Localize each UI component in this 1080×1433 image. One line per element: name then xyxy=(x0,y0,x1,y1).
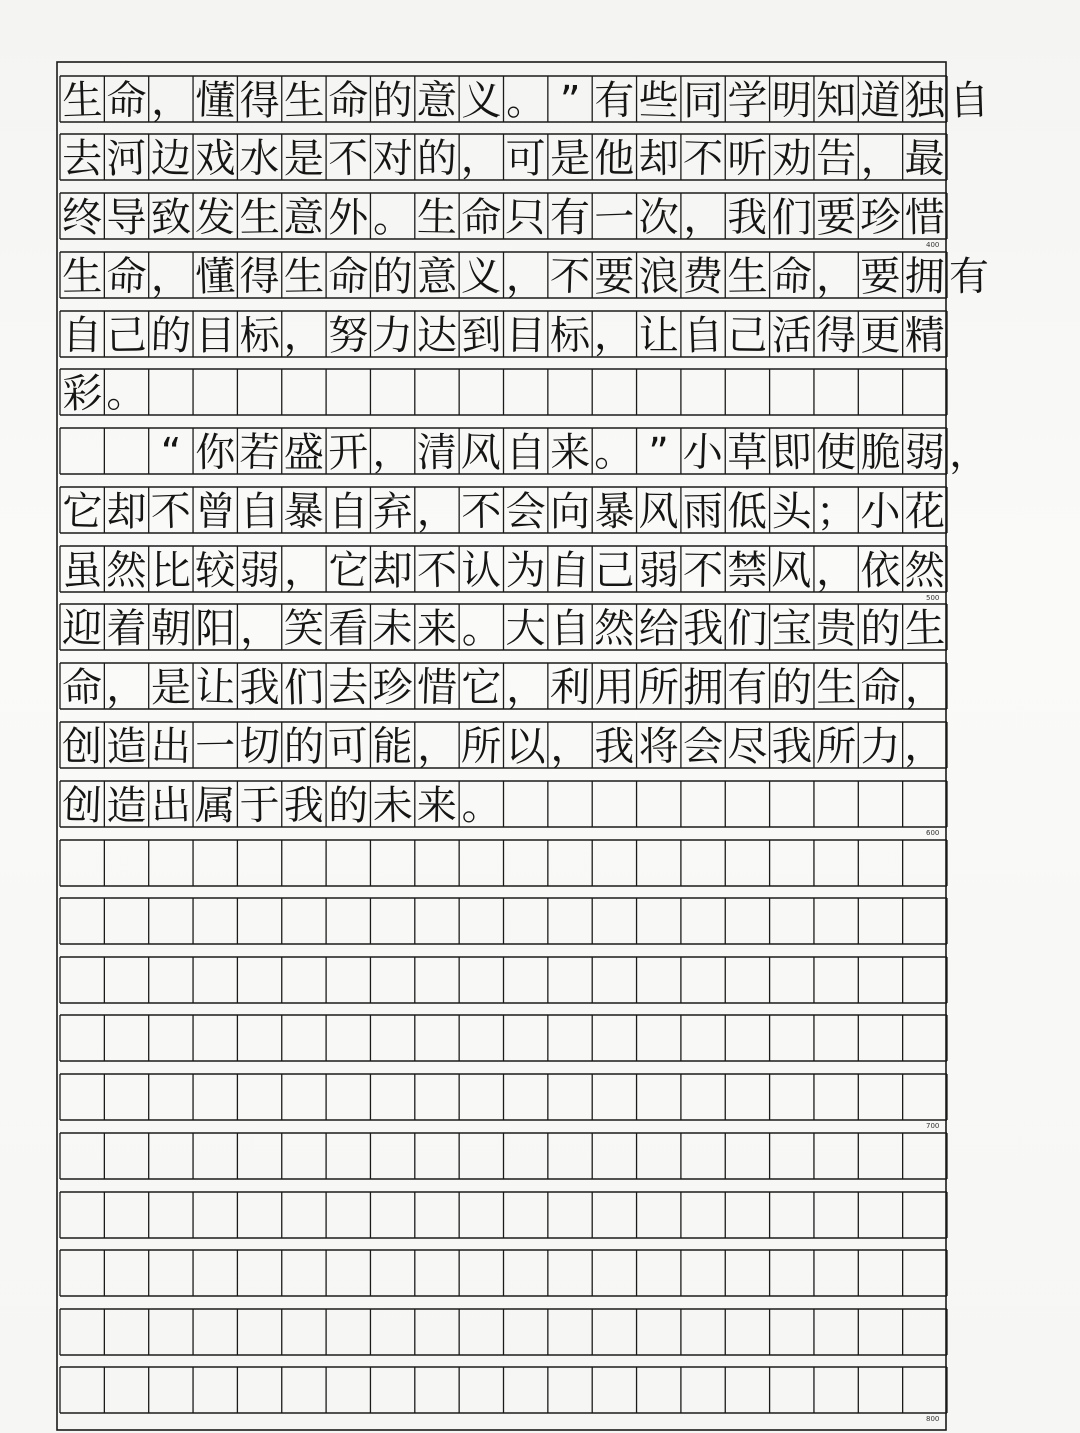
handwritten-char: 它 xyxy=(461,665,502,711)
handwritten-char: 。 xyxy=(460,782,502,830)
handwritten-char: 致 xyxy=(150,194,192,242)
grid-row xyxy=(60,840,947,886)
handwritten-char: ， xyxy=(504,664,547,712)
handwritten-char: 不 xyxy=(416,547,458,595)
handwritten-char: 比 xyxy=(150,548,191,594)
handwritten-char: 风 xyxy=(460,429,503,477)
handwritten-char: ； xyxy=(815,488,857,536)
word-count-marker: 400 xyxy=(926,241,940,249)
handwritten-char: 导 xyxy=(106,195,147,241)
grid-row xyxy=(60,546,947,595)
handwritten-char: 却 xyxy=(638,135,680,183)
handwritten-char: 河 xyxy=(105,135,148,183)
handwritten-char: 弱 xyxy=(239,547,280,595)
handwritten-char: 命 xyxy=(460,194,502,242)
handwritten-char: 。 xyxy=(593,429,635,477)
word-count-marker: 500 xyxy=(926,594,940,602)
handwritten-char: 一 xyxy=(593,194,636,242)
handwritten-char: 会 xyxy=(504,488,547,536)
grid-row xyxy=(60,1074,947,1120)
handwritten-char: 能 xyxy=(372,723,413,771)
handwritten-char: 出 xyxy=(150,723,192,771)
handwritten-char: ， xyxy=(150,254,191,300)
handwritten-char: 不 xyxy=(682,547,724,595)
handwritten-char: 目 xyxy=(195,313,236,359)
handwritten-char: 为 xyxy=(505,547,547,595)
handwritten-char: 你 xyxy=(194,429,236,477)
handwritten-char: 的 xyxy=(372,254,413,300)
handwritten-char: 我 xyxy=(726,194,769,242)
handwritten-char: 命 xyxy=(327,253,369,301)
handwritten-char: 认 xyxy=(460,547,502,595)
handwritten-char: 宝 xyxy=(771,605,813,653)
handwritten-char: 自 xyxy=(505,430,546,476)
grid-row xyxy=(60,1192,947,1238)
handwritten-char: 的 xyxy=(372,77,414,125)
handwritten-char: ， xyxy=(593,312,636,360)
grid-row xyxy=(60,252,947,301)
handwritten-char: 意 xyxy=(416,253,458,301)
handwritten-char: 虽 xyxy=(61,547,103,595)
handwritten-char: 笑 xyxy=(283,605,325,653)
handwritten-char: 雨 xyxy=(682,488,724,536)
handwritten-char: 们 xyxy=(771,195,812,241)
handwritten-char: 小 xyxy=(682,429,724,477)
handwritten-char: 道 xyxy=(859,77,902,125)
handwritten-char: 边 xyxy=(150,135,192,183)
handwritten-char: 标 xyxy=(549,312,591,360)
handwritten-char: 精 xyxy=(904,312,946,360)
handwritten-char: 次 xyxy=(638,194,680,242)
handwritten-char: 可 xyxy=(505,136,546,182)
handwritten-char: 水 xyxy=(238,135,281,183)
handwritten-char: 所 xyxy=(460,723,503,771)
handwritten-char: 有 xyxy=(948,253,990,301)
handwritten-char: 弱 xyxy=(638,547,680,595)
handwritten-char: 小 xyxy=(860,488,901,536)
handwritten-char: 来 xyxy=(549,429,591,477)
handwritten-char: 义 xyxy=(461,78,502,124)
handwritten-char: 属 xyxy=(194,782,236,830)
handwritten-char: 不 xyxy=(549,253,591,301)
handwritten-char: 来 xyxy=(416,606,457,652)
handwritten-char: 会 xyxy=(682,723,724,771)
handwritten-char: 己 xyxy=(594,548,635,594)
handwritten-char: 有 xyxy=(594,77,635,125)
handwritten-char: 。 xyxy=(106,370,147,418)
handwritten-char: 惜 xyxy=(904,194,946,242)
handwritten-char: 我 xyxy=(682,605,724,653)
handwritten-char: 的 xyxy=(150,312,192,360)
handwritten-char: 创 xyxy=(62,724,103,770)
handwritten-char: 的 xyxy=(283,724,324,770)
grid-row xyxy=(60,134,947,183)
handwritten-char: 自 xyxy=(948,77,991,125)
handwritten-char: 即 xyxy=(771,429,813,477)
handwritten-char: 利 xyxy=(549,664,591,712)
handwritten-char: 命 xyxy=(327,77,369,125)
handwritten-char: 盛 xyxy=(283,430,324,476)
handwritten-char: 清 xyxy=(416,429,458,477)
grid-row xyxy=(60,76,947,125)
grid-row xyxy=(60,1367,947,1413)
handwritten-char: 我 xyxy=(283,782,325,830)
handwritten-char: 暴 xyxy=(283,488,325,536)
handwritten-char: 给 xyxy=(638,606,679,652)
handwritten-char: ， xyxy=(238,605,281,653)
handwritten-char: 的 xyxy=(771,664,813,712)
handwritten-char: 义 xyxy=(460,253,502,301)
handwritten-char: 自 xyxy=(549,605,591,653)
handwritten-char: 花 xyxy=(904,488,946,536)
handwritten-char: 贵 xyxy=(815,605,857,653)
handwritten-char: 生 xyxy=(283,77,325,125)
handwritten-char: 出 xyxy=(150,782,192,830)
handwritten-char: 脆 xyxy=(860,429,901,477)
handwritten-char: 让 xyxy=(638,313,679,359)
handwritten-char: 不 xyxy=(327,135,370,183)
handwritten-char: 它 xyxy=(327,547,369,595)
handwritten-char: 迎 xyxy=(61,605,103,653)
handwritten-char: ， xyxy=(505,253,547,301)
handwritten-char: 得 xyxy=(815,312,857,360)
word-count-marker: 800 xyxy=(926,1415,940,1423)
handwritten-char: 来 xyxy=(416,782,458,830)
handwritten-char: 意 xyxy=(283,194,325,242)
handwritten-char: ” xyxy=(647,429,670,477)
handwritten-char: 懂 xyxy=(194,77,236,125)
handwritten-char: 更 xyxy=(860,313,901,359)
grid-row xyxy=(60,1309,947,1355)
handwritten-char: ， xyxy=(903,723,946,771)
handwritten-char: 发 xyxy=(194,194,236,242)
handwritten-char: ， xyxy=(416,723,458,771)
handwritten-char: 使 xyxy=(815,429,857,477)
handwritten-char: 未 xyxy=(371,782,414,830)
handwritten-char: 生 xyxy=(815,664,857,712)
word-count-marker: 700 xyxy=(926,1122,940,1130)
grid-row xyxy=(60,428,947,477)
grid-row xyxy=(60,1015,947,1061)
grid-row xyxy=(60,898,947,944)
handwritten-char: ， xyxy=(416,488,458,536)
handwritten-char: 自 xyxy=(328,489,369,535)
handwritten-char: 禁 xyxy=(727,547,768,595)
handwritten-char: 曾 xyxy=(194,488,236,536)
handwritten-char: 目 xyxy=(505,312,547,360)
handwritten-char: 暴 xyxy=(593,488,636,536)
handwritten-char: 知 xyxy=(815,77,857,125)
handwritten-char: ， xyxy=(682,194,724,242)
handwritten-char: 用 xyxy=(594,664,635,712)
handwritten-char: 拥 xyxy=(683,665,724,711)
handwritten-char: 然 xyxy=(593,605,636,653)
handwritten-char: 终 xyxy=(61,194,103,242)
handwritten-char: 朝 xyxy=(150,605,192,653)
handwritten-char: 让 xyxy=(194,664,236,712)
handwritten-char: 彩 xyxy=(61,370,104,418)
handwritten-char: 告 xyxy=(815,135,857,183)
handwritten-char: 低 xyxy=(726,488,769,536)
handwritten-char: 戏 xyxy=(194,135,236,183)
handwritten-char: 最 xyxy=(903,135,946,183)
handwritten-char: 依 xyxy=(859,547,902,595)
handwritten-char: 我 xyxy=(593,723,635,771)
handwritten-char: 自 xyxy=(61,312,103,360)
grid-row xyxy=(60,957,947,1003)
handwritten-char: 力 xyxy=(371,312,414,360)
handwritten-char: 未 xyxy=(371,605,414,653)
handwritten-char: 浪 xyxy=(638,253,680,301)
handwritten-char: 较 xyxy=(194,547,237,595)
handwritten-char: 要 xyxy=(594,254,635,300)
handwritten-char: 不 xyxy=(150,488,192,536)
handwritten-char: 己 xyxy=(106,312,147,360)
grid-row xyxy=(60,1133,947,1179)
handwritten-char: 却 xyxy=(372,548,413,594)
handwritten-char: 命 xyxy=(105,253,148,301)
handwritten-char: 生 xyxy=(61,77,104,125)
handwritten-char: 然 xyxy=(904,547,946,595)
grid-row xyxy=(60,781,947,830)
handwritten-char: 然 xyxy=(105,547,148,595)
handwritten-char: ， xyxy=(106,664,147,712)
handwritten-char: 费 xyxy=(682,253,724,301)
handwritten-char: 达 xyxy=(416,313,457,359)
handwritten-char: 风 xyxy=(770,547,813,595)
handwritten-char: 对 xyxy=(372,135,413,183)
handwritten-char: 活 xyxy=(771,312,813,360)
handwritten-char: 自 xyxy=(682,312,724,360)
handwritten-char: 得 xyxy=(239,253,280,301)
handwritten-char: 们 xyxy=(726,605,768,653)
handwritten-char: 。 xyxy=(371,194,414,242)
handwritten-char: 命 xyxy=(770,253,813,301)
handwritten-char: 努 xyxy=(327,312,369,360)
handwritten-char: 命 xyxy=(106,77,147,125)
handwritten-char: 生 xyxy=(727,253,768,301)
handwritten-char: 生 xyxy=(61,253,103,301)
handwritten-char: 风 xyxy=(638,488,680,536)
handwritten-char: 弃 xyxy=(371,488,414,536)
handwritten-char: 却 xyxy=(106,489,147,535)
handwritten-char: 生 xyxy=(904,605,946,653)
handwritten-char: 要 xyxy=(815,194,857,242)
word-count-marker: 600 xyxy=(926,829,940,837)
handwritten-char: 自 xyxy=(549,547,591,595)
handwritten-char: ， xyxy=(816,548,857,594)
handwritten-char: 的 xyxy=(860,606,901,652)
grid-row xyxy=(60,1250,947,1296)
handwritten-char: 意 xyxy=(416,77,458,125)
handwritten-char: “ xyxy=(160,429,182,477)
handwritten-char: 学 xyxy=(726,77,769,125)
handwritten-char: 头 xyxy=(771,489,812,535)
handwritten-char: 明 xyxy=(771,77,813,125)
handwritten-char: 些 xyxy=(637,77,680,125)
handwriting xyxy=(61,77,990,829)
handwritten-char: 阳 xyxy=(195,606,236,652)
handwritten-char: 只 xyxy=(504,194,547,242)
grid-row xyxy=(60,604,947,653)
handwritten-char: 的 xyxy=(328,783,369,829)
handwritten-char: 。 xyxy=(504,77,547,125)
grid-row xyxy=(60,663,947,712)
handwritten-char: 尽 xyxy=(727,724,768,770)
handwritten-char: 生 xyxy=(283,253,325,301)
handwritten-char: 可 xyxy=(327,723,370,771)
handwritten-char: 自 xyxy=(239,488,281,536)
handwritten-char: ， xyxy=(860,135,901,183)
grid-row xyxy=(60,369,947,418)
handwritten-char: ， xyxy=(460,135,503,183)
handwritten-char: 他 xyxy=(593,135,635,183)
handwritten-char: 不 xyxy=(682,135,724,183)
handwritten-char: 去 xyxy=(62,136,103,182)
handwritten-char: 力 xyxy=(860,723,901,771)
handwritten-char: 去 xyxy=(327,664,369,712)
handwritten-char: ， xyxy=(816,254,857,300)
handwritten-char: 的 xyxy=(416,135,458,183)
handwritten-char: 有 xyxy=(550,195,591,241)
grid-row xyxy=(60,722,947,771)
handwritten-char: 造 xyxy=(105,723,148,771)
handwritten-char: 独 xyxy=(904,78,945,124)
handwritten-char: ， xyxy=(283,312,325,360)
handwritten-char: 劝 xyxy=(771,135,813,183)
handwritten-char: 造 xyxy=(106,783,147,829)
handwritten-char: 命 xyxy=(61,664,104,712)
grid-row xyxy=(60,193,947,242)
handwritten-char: 所 xyxy=(637,664,680,712)
handwritten-char: 珍 xyxy=(372,664,414,712)
handwritten-char: 懂 xyxy=(194,253,237,301)
handwritten-char: 所 xyxy=(815,723,857,771)
handwritten-char: 看 xyxy=(327,605,369,653)
handwritten-char: 若 xyxy=(238,429,281,477)
handwritten-char: 它 xyxy=(61,488,103,536)
handwritten-char: 大 xyxy=(505,605,547,653)
handwritten-char: ， xyxy=(372,429,413,477)
handwritten-char: 不 xyxy=(460,488,502,536)
handwritten-char: 得 xyxy=(239,78,280,124)
handwritten-char: 惜 xyxy=(416,664,458,712)
handwritten-char: 同 xyxy=(683,78,724,124)
handwritten-char: 我 xyxy=(239,665,280,711)
handwritten-char: 有 xyxy=(726,664,769,712)
handwritten-char: 以 xyxy=(505,724,546,770)
handwritten-char: 珍 xyxy=(860,194,901,242)
handwritten-char: 们 xyxy=(283,664,325,712)
handwritten-char: 切 xyxy=(238,723,281,771)
handwritten-char: ， xyxy=(949,430,990,476)
handwritten-char: 听 xyxy=(727,136,768,182)
handwritten-char: 外 xyxy=(328,195,369,241)
handwritten-char: 我 xyxy=(771,723,813,771)
handwritten-char: 将 xyxy=(638,723,680,771)
handwritten-char: 弱 xyxy=(903,429,946,477)
handwritten-char: 开 xyxy=(327,429,370,477)
handwritten-char: ， xyxy=(904,665,945,711)
handwritten-char: ” xyxy=(559,77,581,125)
handwritten-char: ， xyxy=(549,723,591,771)
handwritten-char: 到 xyxy=(460,312,503,360)
handwritten-char: 是 xyxy=(150,664,192,712)
handwritten-char: 是 xyxy=(549,135,591,183)
handwritten-char: 生 xyxy=(416,194,458,242)
handwritten-char: 。 xyxy=(460,605,503,653)
handwritten-char: 己 xyxy=(726,312,768,360)
handwritten-char: 草 xyxy=(727,430,768,476)
handwritten-char: ， xyxy=(283,547,325,595)
handwritten-char: 是 xyxy=(283,136,324,182)
handwritten-char: 命 xyxy=(859,664,902,712)
handwritten-char: ， xyxy=(150,77,192,125)
handwritten-char: 生 xyxy=(239,194,281,242)
handwritten-char: 标 xyxy=(238,312,281,360)
handwritten-char: 拥 xyxy=(904,253,946,301)
handwritten-char: 向 xyxy=(550,489,591,535)
grid-row xyxy=(60,487,947,536)
handwritten-char: 一 xyxy=(194,723,236,771)
handwritten-char: 于 xyxy=(239,782,281,830)
handwritten-char: 创 xyxy=(61,782,103,830)
grid-row xyxy=(60,311,947,360)
handwritten-char: 着 xyxy=(106,605,147,653)
handwritten-char: 要 xyxy=(859,253,902,301)
